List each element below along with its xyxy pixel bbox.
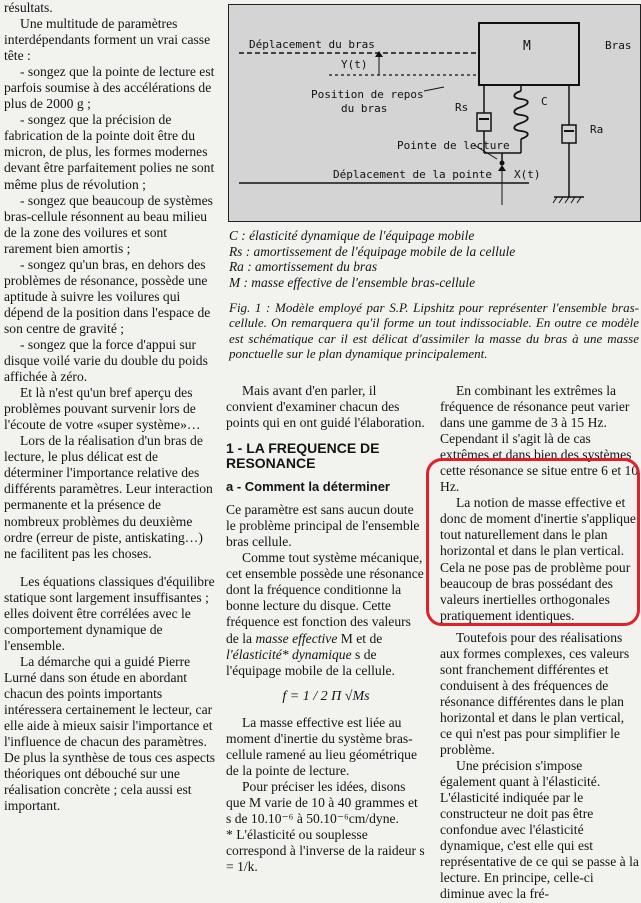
paragraph: Mais avant d'en parler, il convient d'examiner chacun des points qui en ont guidé l'élaboration. [226, 383, 425, 431]
paragraph: Une précision s'impose également quant à l'élasticité. L'élasticité indiquée par le constructeur ne doit pas être confondue avec l'élasticité dynamique, c'est elle qui est représentative de ce qui se passe à la lecture. En principe, celle-ci diminue avec la fré- [440, 758, 639, 902]
label-c: C [541, 95, 548, 108]
paragraph: résultats. [4, 0, 53, 15]
paragraph: Une multitude de paramètres interdépendants forment un vrai casse tête : [4, 16, 211, 64]
paragraph: - songez que beaucoup de systèmes bras-cellule résonnent au beau milieu de la zone des voilures et sont rarement bien amortis ; [4, 192, 213, 256]
label-rest-position: Position de repos [311, 88, 424, 101]
label-xt: X(t) [514, 168, 541, 181]
label-arm-displacement: Déplacement du bras [249, 38, 375, 51]
paragraph: Et là n'est qu'un bref aperçu des problèmes pouvant survenir lors de l'écoute de votre «super système»… [4, 385, 201, 433]
paragraph: Ce paramètre est sans aucun doute le problème principal de l'ensemble bras cellule. [226, 502, 420, 550]
paragraph: Lors de la réalisation d'un bras de lecture, le plus délicat est de déterminer l'importance relative des différents paramètres. Leur interaction permanente et la présence de nombreux problèmes du deuxième ordre (erreur de piste, antiskating…) ne facilitent pas les choses. [4, 433, 213, 561]
paragraph: Toutefois pour des réalisations aux formes complexes, ces valeurs sont franchement différentes et conduisent à des fréquences de résonance différentes dans le plan horizontal et dans le plan vertical, ce qui n'est pas pour simplifier le problème. [440, 629, 630, 758]
paragraph: La démarche qui a guidé Pierre Lurné dans son étude en abordant chacun des points importants intéressera certainement le lecteur, car elle aide à mieux saisir l'importance et l'influence de chacun des paramètres. De plus la synthèse de tous ces aspects théoriques ont débouché sur une réalisation concrète ; cela aussi est important. [4, 653, 216, 814]
legend-item: M : masse effective de l'ensemble bras-cellule [229, 274, 476, 290]
legend-item: Ra : amortissement du bras [229, 259, 378, 275]
figure-diagram [228, 4, 641, 222]
paragraph: La masse effective est liée au moment d'inertie du système bras-cellule ramené au lieu géométrique de la pointe de lecture. [226, 714, 417, 778]
text-run: M et de [337, 630, 383, 646]
emphasis: l'élasticité* dynamique [226, 646, 352, 662]
column-left [4, 0, 216, 814]
paragraph: - songez que la force d'appui sur disque voilé varie du double du poids affichée à zéro. [4, 336, 208, 385]
text-run: Comme tout système mécanique, cet ensemble possède une résonance dont la fréquence conditionne la bonne lecture du disque. Cette fréquence est fonction des valeurs de la [226, 550, 424, 646]
label-ra: Ra [590, 123, 604, 136]
paragraph [226, 550, 426, 678]
resonance-formula: f = 1 / 2 Π √Ms [282, 688, 370, 704]
red-highlight-annotation [426, 458, 640, 626]
label-rs: Rs [455, 101, 469, 114]
label-du-bras: du bras [341, 102, 388, 115]
legend-item: Rs : amortissement de l'équipage mobile de la cellule [229, 243, 516, 259]
label-bras: Bras [605, 39, 632, 52]
mass-box [479, 23, 579, 85]
emphasis: masse effective [255, 630, 338, 646]
paragraph: Pour préciser les idées, disons que M varie de 10 à 40 grammes et s de 10.10⁻⁶ à 50.10⁻⁶cm/dyne. [226, 778, 418, 826]
spring-c [514, 91, 528, 139]
paragraph: En combinant les extrêmes la fréquence de résonance peut varier dans une gamme de 3 à 15 Hz. Cependant il s'agit là de cas extrêmes et dans bien des systèmes cette résonance se situe entre 6 et 10 Hz. [440, 383, 639, 495]
subsection-heading: a - Comment la déterminer [226, 479, 390, 495]
label-mass-m: M [523, 39, 531, 54]
damper-ra [562, 125, 576, 143]
damper-rs [477, 113, 491, 131]
label-stylus: Pointe de lecture [397, 139, 510, 152]
label-yt: Y(t) [341, 58, 368, 71]
column-middle [226, 383, 426, 875]
text-run: s de l'équipage mobile de la cellule. [226, 646, 395, 678]
figure-legend [229, 228, 639, 290]
paragraph: - songez qu'un bras, en dehors des problèmes de résonance, possède une aptitude à suivre les voilures qui dépend de la position dans l'espace de son centre de gravité ; [4, 256, 211, 336]
legend-item: C : élasticité dynamique de l'équipage mobile [229, 228, 475, 243]
section-heading: 1 - LA FREQUENCE DE RESONANCE [226, 440, 380, 472]
paragraph: - songez que la précision de fabrication de la pointe doit être du micron, de plus, les formes modernes devant être parfaitement polies ne sont même plus de révolution ; [4, 112, 215, 192]
paragraph: - songez que la pointe de lecture est parfois soumise à des accélérations de plus de 2000 g ; [4, 64, 215, 112]
footnote: * L'élasticité ou souplesse correspond à l'inverse de la raideur s = 1/k. [226, 827, 425, 875]
figure-caption: Fig. 1 : Modèle employé par S.P. Lipshitz pour représenter l'ensemble bras-cellule. On remarquera qu'il forme un tout indissociable. En outre ce modèle est schématique car il est délicat d'assimiler la masse du bras à une masse ponctuelle sur le plan dynamique principalement. [229, 300, 639, 362]
label-stylus-displacement: Déplacement de la pointe [333, 168, 492, 181]
paragraph: Les équations classiques d'équilibre statique sont largement insuffisantes ; elles doivent être corrélées avec le comportement dynamique de l'ensemble. [4, 573, 215, 653]
highlighted-paragraph: La notion de masse effective et donc de moment d'inertie s'applique tout naturellement dans le plan horizontal et dans le plan vertical. Cela ne pose pas de problème pour beaucoup de bras possédant des valeurs inertielles orthogonales pratiquement identiques. [440, 495, 636, 623]
